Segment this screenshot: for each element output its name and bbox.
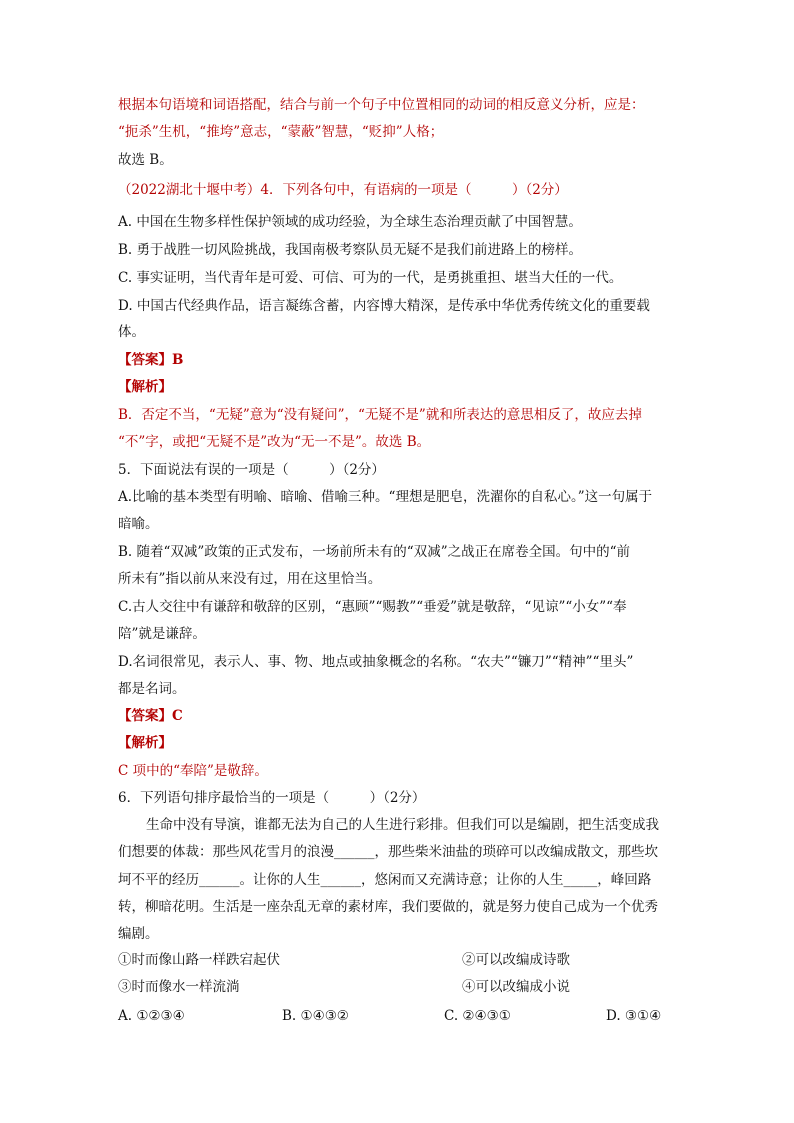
q4-option-d: D. 中国古代经典作品，语言凝练含蓄，内容博大精深，是传承中华优秀传统文化的重要载: [118, 298, 650, 314]
q4-stem: （2022湖北十堰中考）4．下列各句中，有语病的一项是（ ）（2分）: [118, 182, 568, 198]
q6-passage-line-4: 转，柳暗花明。生活是一座杂乱无章的素材库，我们要做的，就是努力使自己成为一个优秀: [118, 899, 658, 915]
q5-line-4: 所未有”指以前从来没有过，用在这里恰当。: [118, 571, 382, 587]
q6-item-4: ④可以改编成小说: [462, 979, 570, 995]
q4-option-b: B. 勇于战胜一切风险挑战，我国南极考察队员无疑不是我们前进路上的榜样。: [118, 242, 583, 258]
prev-analysis-line-3: 故选 B。: [118, 152, 173, 168]
q6-choice-c: C. ②④③①: [444, 1008, 511, 1024]
q5-answer: 【答案】C: [118, 708, 183, 724]
q4-option-a: A. 中国在生物多样性保护领域的成功经验，为全球生态治理贡献了中国智慧。: [118, 214, 582, 230]
q4-analysis-line-2: “不”字，或把“无疑不是”改为“无一不是”。故选 B。: [118, 434, 431, 450]
q6-passage-line-2: 们想要的体裁：那些风花雪月的浪漫______，那些柴米油盐的琐碎可以改编成散文，那些坎: [118, 844, 658, 860]
q4-analysis-line-1: B．否定不当，“无疑”意为“没有疑问”，“无疑不是”就和所表达的意思相反了，故应去掉: [118, 407, 642, 423]
q6-stem: 6．下列语句排序最恰当的一项是（ ）（2分）: [118, 790, 426, 806]
q5-line-7: D.名词很常见，表示人、事、物、地点或抽象概念的名称。“农夫”“镰刀”“精神”“里头”: [118, 654, 634, 670]
q6-choice-a: A. ①②③④: [118, 1008, 185, 1024]
q5-analysis-label: 【解析】: [118, 735, 172, 751]
q6-choice-d: D. ③①④: [606, 1008, 662, 1024]
q6-passage-line-5: 编剧。: [118, 926, 159, 942]
q5-analysis: C 项中的“奉陪”是敬辞。: [118, 763, 268, 779]
q5-line-8: 都是名词。: [118, 681, 186, 697]
prev-analysis-line-2: “扼杀”生机，“推垮”意志，“蒙蔽”智慧，“贬抑”人格；: [118, 124, 444, 140]
q6-passage-line-1: 生命中没有导演，谁都无法为自己的人生进行彩排。但我们可以是编剧，把生活变成我: [146, 817, 659, 833]
q6-passage-line-3: 坷不平的经历______。让你的人生______，悠闲而又充满诗意；让你的人生_____，峰回路: [118, 872, 652, 888]
q4-analysis-label: 【解析】: [118, 379, 172, 395]
q5-line-6: 陪”就是谦辞。: [118, 626, 206, 642]
q5-line-1: A.比喻的基本类型有明喻、暗喻、借喻三种。“理想是肥皂，洗濯你的自私心。”这一句属于: [118, 489, 653, 505]
q4-answer: 【答案】B: [118, 352, 184, 368]
q5-line-5: C.古人交往中有谦辞和敬辞的区别，“惠顾”“赐教”“垂爱”就是敬辞，“见谅”“小女”“奉: [118, 599, 627, 615]
q6-item-1: ①时而像山路一样跌宕起伏: [118, 952, 280, 968]
q4-option-c: C. 事实证明，当代青年是可爱、可信、可为的一代，是勇挑重担、堪当大任的一代。: [118, 270, 623, 286]
q5-stem: 5．下面说法有误的一项是（ ）（2分）: [118, 462, 385, 478]
prev-analysis-line-1: 根据本句语境和词语搭配，结合与前一个句子中位置相同的动词的相反意义分析，应是：: [118, 97, 645, 113]
q5-line-3: B. 随着“双减”政策的正式发布，一场前所未有的“双减”之战正在席卷全国。句中的“前: [118, 544, 631, 560]
q6-item-3: ③时而像水一样流淌: [118, 979, 240, 995]
q6-choice-b: B. ①④③②: [282, 1008, 349, 1024]
q6-item-2: ②可以改编成诗歌: [462, 952, 570, 968]
q5-line-2: 暗喻。: [118, 516, 159, 532]
q4-option-d-cont: 体。: [118, 324, 145, 340]
